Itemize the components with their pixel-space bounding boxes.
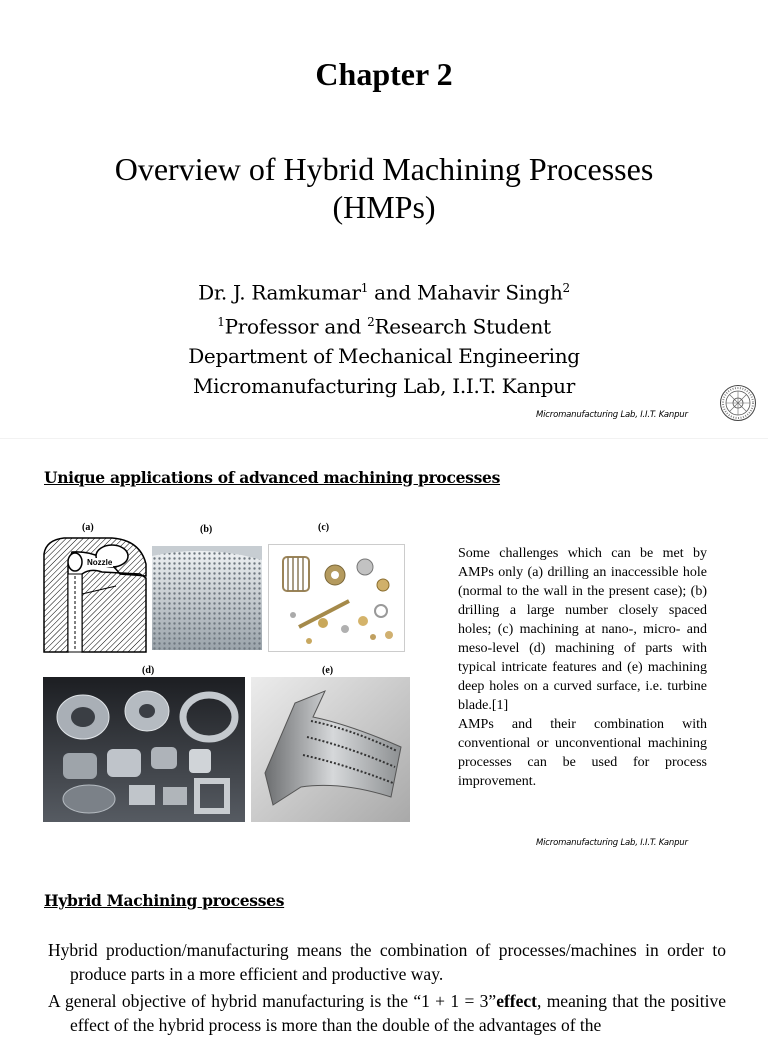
role-1-label: Professor and — [224, 314, 368, 339]
hybrid-p2-start: A general objective of hybrid manufacturing is the “1 + 1 = 3” — [48, 991, 497, 1011]
figure-label-c: (c) — [318, 522, 330, 533]
author-2-sup: 2 — [562, 281, 570, 295]
figure-label-a: (a) — [82, 522, 94, 533]
role-1-sup: 1 — [217, 315, 225, 330]
figure-a-inaccessible-hole — [42, 534, 150, 654]
applications-description — [458, 544, 707, 791]
author-2-name: and Mahavir Singh — [368, 280, 563, 305]
role-2-sup: 2 — [367, 315, 375, 330]
hybrid-p2-end: , meaning that the positive effect of the hybrid process is more than the double of the advantages of the — [70, 991, 726, 1035]
figure-b-drawing — [152, 546, 262, 650]
figure-e-turbine-blade — [251, 677, 410, 822]
description-paragraph-2: AMPs and their combination with conventional or unconventional machining processes can be used for process improvement. — [458, 717, 707, 789]
figure-e-drawing — [251, 677, 410, 822]
author-1-name: Dr. J. Ramkumar — [198, 280, 361, 305]
applications-heading: Unique applications of advanced machining processes — [44, 468, 501, 487]
lab-credit-2: Micromanufacturing Lab, I.I.T. Kanpur — [536, 838, 688, 848]
author-1-sup: 1 — [360, 281, 369, 295]
nozzle-label: Nozzle — [87, 558, 113, 567]
title-line-1: Overview of Hybrid Machining Processes — [114, 151, 654, 187]
figure-label-b: (b) — [200, 524, 213, 535]
figure-label-e: (e) — [322, 665, 334, 676]
slide-separator — [0, 438, 768, 439]
hybrid-p2-effect: effect — [496, 991, 537, 1011]
iit-kanpur-logo-icon — [719, 384, 757, 422]
author-names — [0, 274, 768, 308]
figure-a-drawing — [42, 534, 150, 654]
figure-d-intricate-parts — [43, 677, 245, 822]
hybrid-paragraph-2 — [48, 989, 726, 1037]
department: Department of Mechanical Engineering — [188, 344, 580, 369]
hybrid-paragraph-1: Hybrid production/manufacturing means the combination of processes/machines in order to produce parts in a more efficient and productive way. — [48, 940, 726, 984]
hybrid-heading: Hybrid Machining processes — [44, 891, 285, 910]
lab-name: Micromanufacturing Lab, I.I.T. Kanpur — [192, 373, 576, 398]
author-block — [0, 274, 768, 401]
hybrid-body — [48, 938, 726, 1040]
figure-b-perforated-sheet — [152, 546, 262, 650]
figure-label-d: (d) — [142, 665, 155, 676]
chapter-heading: Chapter 2 — [315, 56, 453, 92]
presentation-title — [60, 150, 708, 226]
figure-c-micro-parts — [268, 544, 405, 652]
description-paragraph-1: Some challenges which can be met by AMPs only (a) drilling an inaccessible hole (normal to the wall in the present case); (b) drilling a large number closely spaced holes; (c) machining at nano-, micro- and meso-level (d) machining of parts with typical intricate features and (e) machining deep holes on a curved surface, i.e. turbine blade.[1] — [458, 546, 707, 713]
lab-credit-1: Micromanufacturing Lab, I.I.T. Kanpur — [536, 410, 688, 420]
figure-d-drawing — [43, 677, 245, 822]
figure-c-drawing — [269, 545, 404, 651]
role-2-label: Research Student — [374, 314, 551, 339]
title-line-2: (HMPs) — [332, 189, 436, 225]
author-roles — [0, 308, 768, 342]
